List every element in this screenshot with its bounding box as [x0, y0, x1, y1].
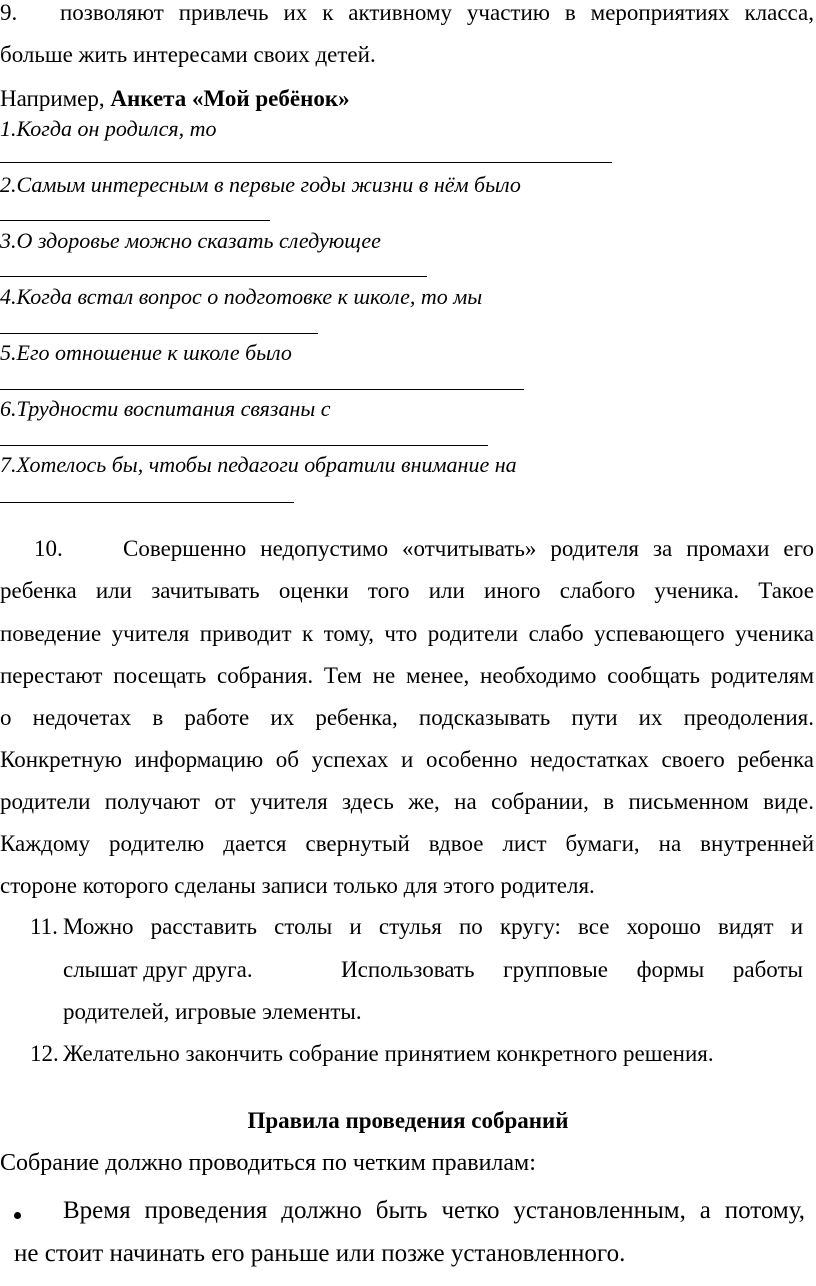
item-10-line-1: Совершенно недопустимо «отчитывать» родителя за промахи его — [123, 536, 814, 561]
question-7: 7.Хотелось бы, чтобы педагоги обратили внимание на — [0, 452, 517, 477]
question-3: 3.О здоровье можно сказать следующее — [0, 228, 381, 253]
item-9-line-1: позволяют привлечь их к активному участию в мероприятиях класса, — [60, 0, 814, 25]
item-11-line-2b: Использовать групповые формы работы — [341, 957, 803, 982]
questionnaire-title: Анкета «Мой ребёнок» — [110, 86, 350, 111]
item-10-line-9: стороне которого сделаны записи только для этого родителя. — [0, 873, 595, 898]
item-10-line-3: поведение учителя приводит к тому, что родители слабо успевающего ученика — [0, 621, 814, 646]
example-prefix: Например, — [0, 86, 111, 111]
bullet-1-line-2: не стоит начинать его раньше или позже установленного. — [14, 1240, 626, 1267]
question-4: 4.Когда встал вопрос о подготовке к школе, то мы — [0, 284, 483, 309]
item-11-line-3: родителей, игровые элементы. — [63, 999, 362, 1024]
answer-line-3 — [0, 276, 427, 277]
question-1: 1.Когда он родился, то — [0, 116, 217, 141]
item-12-number: 12. — [30, 1041, 59, 1066]
item-10-line-4: перестают посещать собрания. Тем не менее, необходимо сообщать родителям — [0, 663, 814, 688]
answer-line-6 — [0, 445, 488, 446]
answer-line-5 — [0, 389, 524, 390]
item-12-text: Желательно закончить собрание принятием конкретного решения. — [63, 1041, 714, 1066]
item-10-line-7: родители получают от учителя здесь же, на собрании, в письменном виде. — [0, 789, 814, 814]
answer-line-4 — [0, 333, 318, 334]
item-11-line-1: Можно расставить столы и стулья по кругу: все хорошо видят и — [63, 914, 803, 939]
item-11-number: 11. — [30, 914, 58, 939]
section-heading: Правила проведения собраний — [247, 1108, 569, 1133]
answer-line-2 — [0, 220, 270, 221]
item-10-line-6: Конкретную информацию об успехах и особенно недостатках своего ребенка — [0, 747, 814, 772]
item-11-line-2a: слышат друг друга. — [63, 957, 253, 982]
example-intro — [0, 86, 350, 112]
answer-line-7 — [0, 502, 294, 503]
rules-intro: Собрание должно проводиться по четким правилам: — [0, 1150, 536, 1176]
item-10-line-5: о недочетах в работе их ребенка, подсказывать пути их преодоления. — [0, 705, 814, 730]
item-9-number: 9. — [0, 0, 18, 25]
item-9-line-2: больше жить интересами своих детей. — [0, 42, 376, 67]
answer-line-1 — [0, 162, 612, 163]
item-10-line-8: Каждому родителю дается свернутый вдвое лист бумаги, на внутренней — [0, 831, 814, 856]
question-5: 5.Его отношение к школе было — [0, 340, 292, 365]
question-2: 2.Самым интересным в первые годы жизни в нём было — [0, 172, 521, 197]
item-10-number: 10. — [34, 536, 63, 561]
item-10-line-2: ребенка или зачитывать оценки того или иного слабого ученика. Такое — [0, 578, 814, 603]
bullet-dot — [14, 1212, 21, 1219]
bullet-1-line-1: Время проведения должно быть четко установленным, а потому, — [63, 1197, 805, 1224]
question-6: 6.Трудности воспитания связаны с — [0, 396, 331, 421]
